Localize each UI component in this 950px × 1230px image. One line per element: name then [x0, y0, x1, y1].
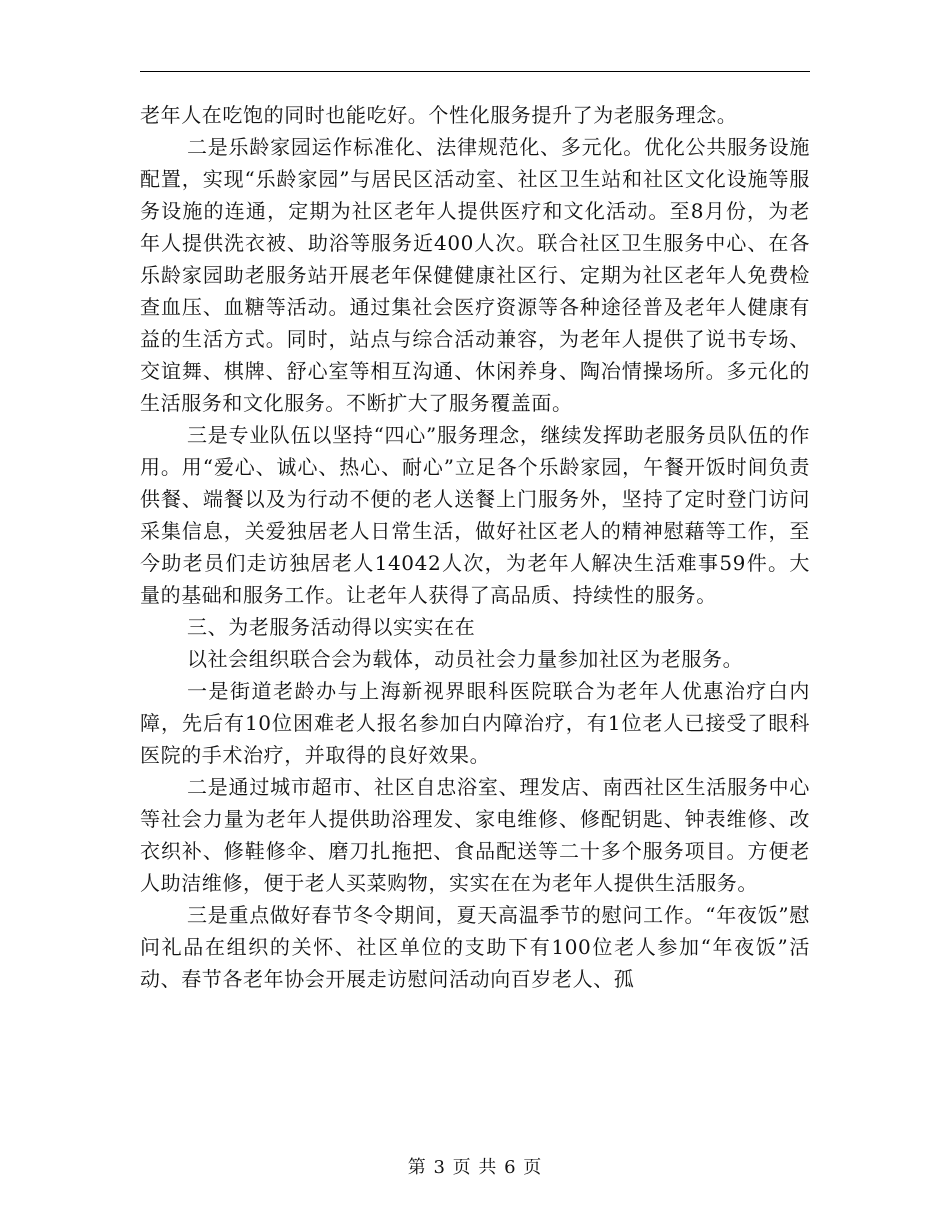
- document-body: [140, 99, 810, 995]
- paragraph: 二是乐龄家园运作标准化、法律规范化、多元化。优化公共服务设施配置，实现“乐龄家园”与居民区活动室、社区卫生站和社区文化设施等服务设施的连通，定期为社区老年人提供医疗和文化活动。至8月份，为老年人提供洗衣被、助浴等服务近400人次。联合社区卫生服务中心、在各乐龄家园助老服务站开展老年保健健康社区行、定期为社区老年人免费检查血压、血糖等活动。通过集社会医疗资源等各种途径普及老年人健康有益的生活方式。同时，站点与综合活动兼容，为老年人提供了说书专场、交谊舞、棋牌、舒心室等相互沟通、休闲养身、陶冶情操场所。多元化的生活服务和文化服务。不断扩大了服务覆盖面。: [140, 135, 810, 415]
- page-number: 第 3 页 共 6 页: [407, 1157, 543, 1178]
- paragraph: 以社会组织联合会为载体，动员社会力量参加社区为老服务。: [187, 647, 744, 671]
- paragraph: 三是重点做好春节冬令期间，夏天高温季节的慰问工作。“年夜饭”慰问礼品在组织的关怀、社区单位的支助下有100位老人参加“年夜饭”活动、春节各老年协会开展走访慰问活动向百岁老人、孤: [140, 903, 810, 991]
- section-heading: 三、为老服务活动得以实实在在: [187, 615, 476, 639]
- paragraph: 老年人在吃饱的同时也能吃好。个性化服务提升了为老服务理念。: [140, 103, 738, 127]
- paragraph: 一是街道老龄办与上海新视界眼科医院联合为老年人优惠治疗白内障，先后有10位困难老人报名参加白内障治疗，有1位老人已接受了眼科医院的手术治疗，并取得的良好效果。: [140, 679, 810, 767]
- paragraph: 三是专业队伍以坚持“四心”服务理念，继续发挥助老服务员队伍的作用。用“爱心、诚心、热心、耐心”立足各个乐龄家园，午餐开饭时间负责供餐、端餐以及为行动不便的老人送餐上门服务外，坚持了定时登门访问采集信息，关爱独居老人日常生活，做好社区老人的精神慰藉等工作，至今助老员们走访独居老人14042人次，为老年人解决生活难事59件。大量的基础和服务工作。让老年人获得了高品质、持续性的服务。: [140, 423, 810, 607]
- paragraph: 二是通过城市超市、社区自忠浴室、理发店、南西社区生活服务中心等社会力量为老年人提供助浴理发、家电维修、修配钥匙、钟表维修、改衣织补、修鞋修伞、磨刀扎拖把、食品配送等二十多个服务项目。方便老人助洁维修，便于老人买菜购物，实实在在为老年人提供生活服务。: [140, 775, 810, 895]
- header-rule: [140, 71, 810, 72]
